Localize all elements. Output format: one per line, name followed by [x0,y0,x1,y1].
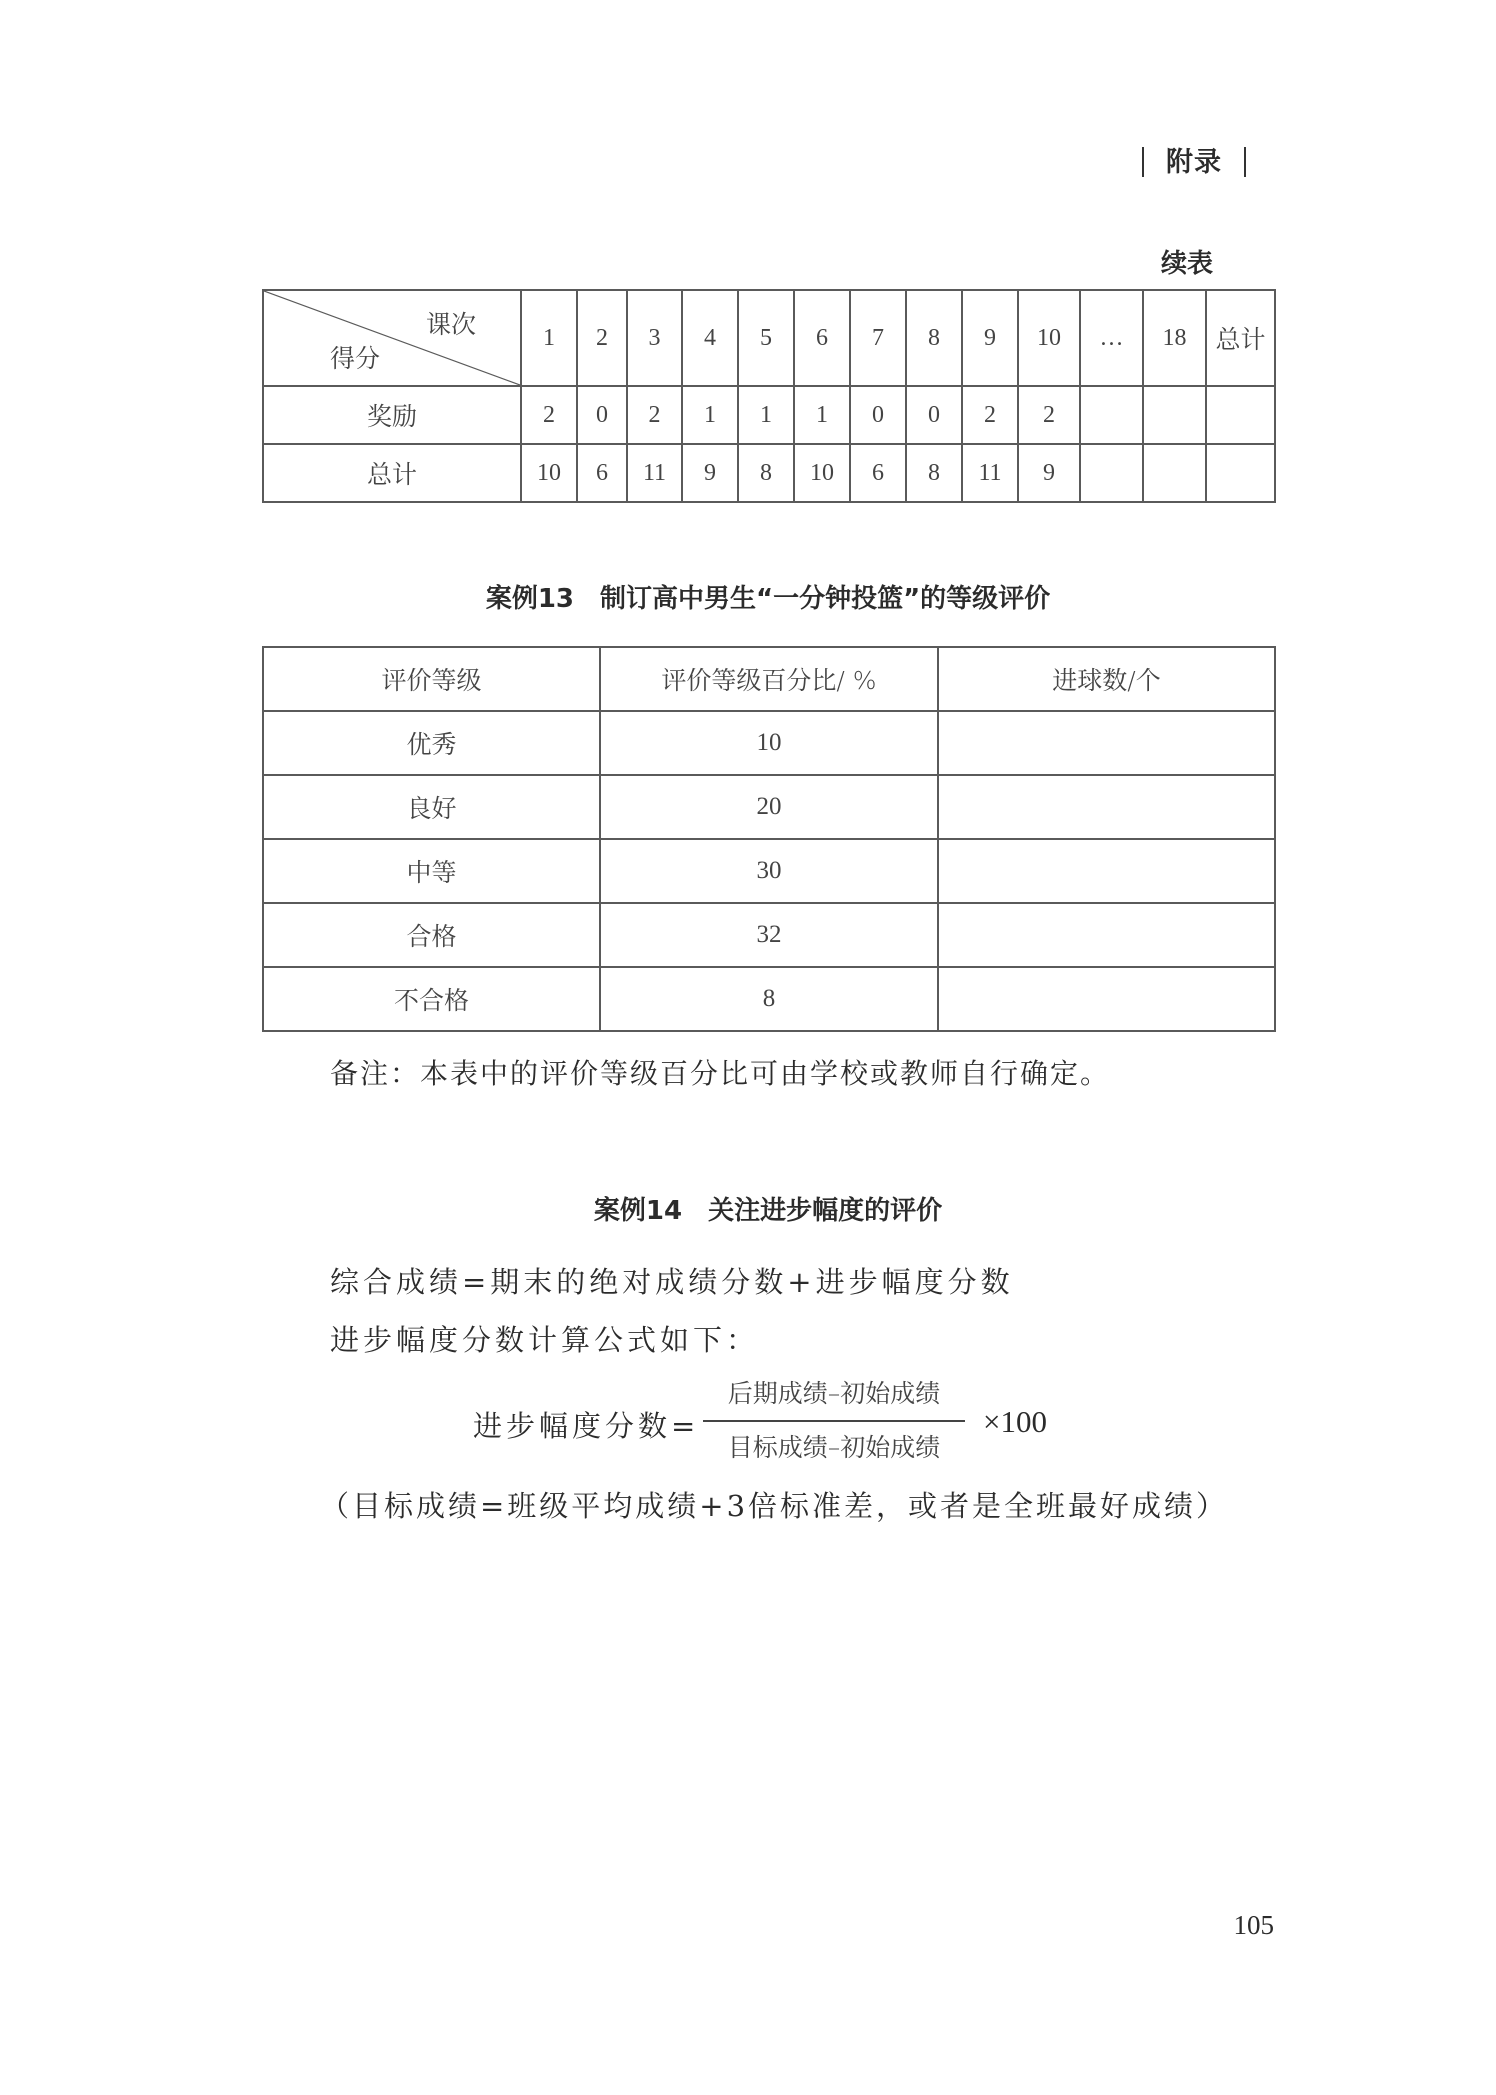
formula-intro-line: 进步幅度分数计算公式如下： [330,1323,760,1357]
goals-cell [938,711,1275,775]
table-cell: 2 [962,386,1018,444]
table-row [263,711,1275,775]
table-cell: 10 [521,444,577,502]
grade-cell: 合格 [263,903,600,967]
percent-cell: 30 [600,839,938,903]
header-section-title: 附录 [1166,147,1222,178]
table-row [263,775,1275,839]
table-cell: 2 [627,386,682,444]
fraction-bar [703,1420,965,1422]
table-cell [1143,444,1206,502]
table-cell: 0 [577,386,627,444]
table-row [263,386,1275,444]
grade-cell: 不合格 [263,967,600,1031]
grade-cell: 优秀 [263,711,600,775]
table-cell: 1 [794,386,850,444]
goals-cell [938,903,1275,967]
percent-cell: 32 [600,903,938,967]
column-header: 8 [906,290,962,386]
table-cell: 8 [738,444,794,502]
table-cell [1080,386,1143,444]
percent-cell: 20 [600,775,938,839]
column-header: 6 [794,290,850,386]
table-row [263,839,1275,903]
percent-cell: 8 [600,967,938,1031]
formula-fraction [703,1374,965,1468]
row-label: 奖励 [263,386,521,444]
table-row [263,444,1275,502]
formula-numerator: 后期成绩–初始成绩 [727,1379,941,1408]
table-cell: 9 [682,444,738,502]
column-header: 3 [627,290,682,386]
column-header: 进球数/个 [938,647,1275,711]
running-header [1120,140,1268,179]
goals-cell [938,839,1275,903]
table-cell: 6 [577,444,627,502]
column-header: 18 [1143,290,1206,386]
goals-cell [938,775,1275,839]
formula-denominator: 目标成绩–初始成绩 [727,1433,941,1462]
column-header: 总计 [1206,290,1275,386]
header-divider-left [1142,147,1144,177]
page-number: 105 [1233,1910,1274,1940]
table-cell [1206,444,1275,502]
table-cell [1080,444,1143,502]
percent-cell: 10 [600,711,938,775]
column-header: 7 [850,290,906,386]
column-header: 9 [962,290,1018,386]
target-score-note: （目标成绩=班级平均成绩+3倍标准差，或者是全班最好成绩） [320,1489,1229,1523]
corner-label-lesson: 课次 [425,310,476,339]
grade-cell: 良好 [263,775,600,839]
grade-table-header-row [263,647,1275,711]
table-cell: 1 [738,386,794,444]
row-label: 总计 [263,444,521,502]
case14-title: 案例14 关注进步幅度的评价 [593,1196,943,1226]
score-table [262,289,1276,503]
continued-label: 续表 [1160,249,1213,279]
corner-diagonal-line [264,291,520,385]
column-header: 4 [682,290,738,386]
composite-score-line: 综合成绩=期末的绝对成绩分数+进步幅度分数 [330,1265,1014,1299]
table-cell: 0 [850,386,906,444]
table-cell [1206,386,1275,444]
table-row [263,903,1275,967]
table-cell: 11 [627,444,682,502]
table-row [263,967,1275,1031]
table-cell: 11 [962,444,1018,502]
table-cell: 9 [1018,444,1080,502]
table-cell: 2 [521,386,577,444]
grade-cell: 中等 [263,839,600,903]
table-note: 备注：本表中的评价等级百分比可由学校或教师自行确定。 [330,1057,1111,1090]
table-cell: 0 [906,386,962,444]
goals-cell [938,967,1275,1031]
table-cell: 10 [794,444,850,502]
table-cell: 6 [850,444,906,502]
header-divider-right [1244,147,1246,177]
score-table-corner-cell [263,290,521,386]
corner-label-score: 得分 [330,344,381,373]
column-header: 评价等级 [263,647,600,711]
score-table-header-row [263,290,1275,386]
formula-lhs: 进步幅度分数= [473,1409,700,1443]
column-header: … [1080,290,1143,386]
table-cell: 1 [682,386,738,444]
case13-title: 案例13 制订高中男生“一分钟投篮”的等级评价 [485,584,1051,614]
table-cell: 2 [1018,386,1080,444]
table-cell [1143,386,1206,444]
table-cell: 8 [906,444,962,502]
progress-formula [473,1374,1093,1474]
column-header: 2 [577,290,627,386]
column-header: 评价等级百分比/ % [600,647,938,711]
grade-table [262,646,1276,1032]
column-header: 10 [1018,290,1080,386]
column-header: 5 [738,290,794,386]
formula-multiplier: ×100 [983,1404,1047,1439]
column-header: 1 [521,290,577,386]
